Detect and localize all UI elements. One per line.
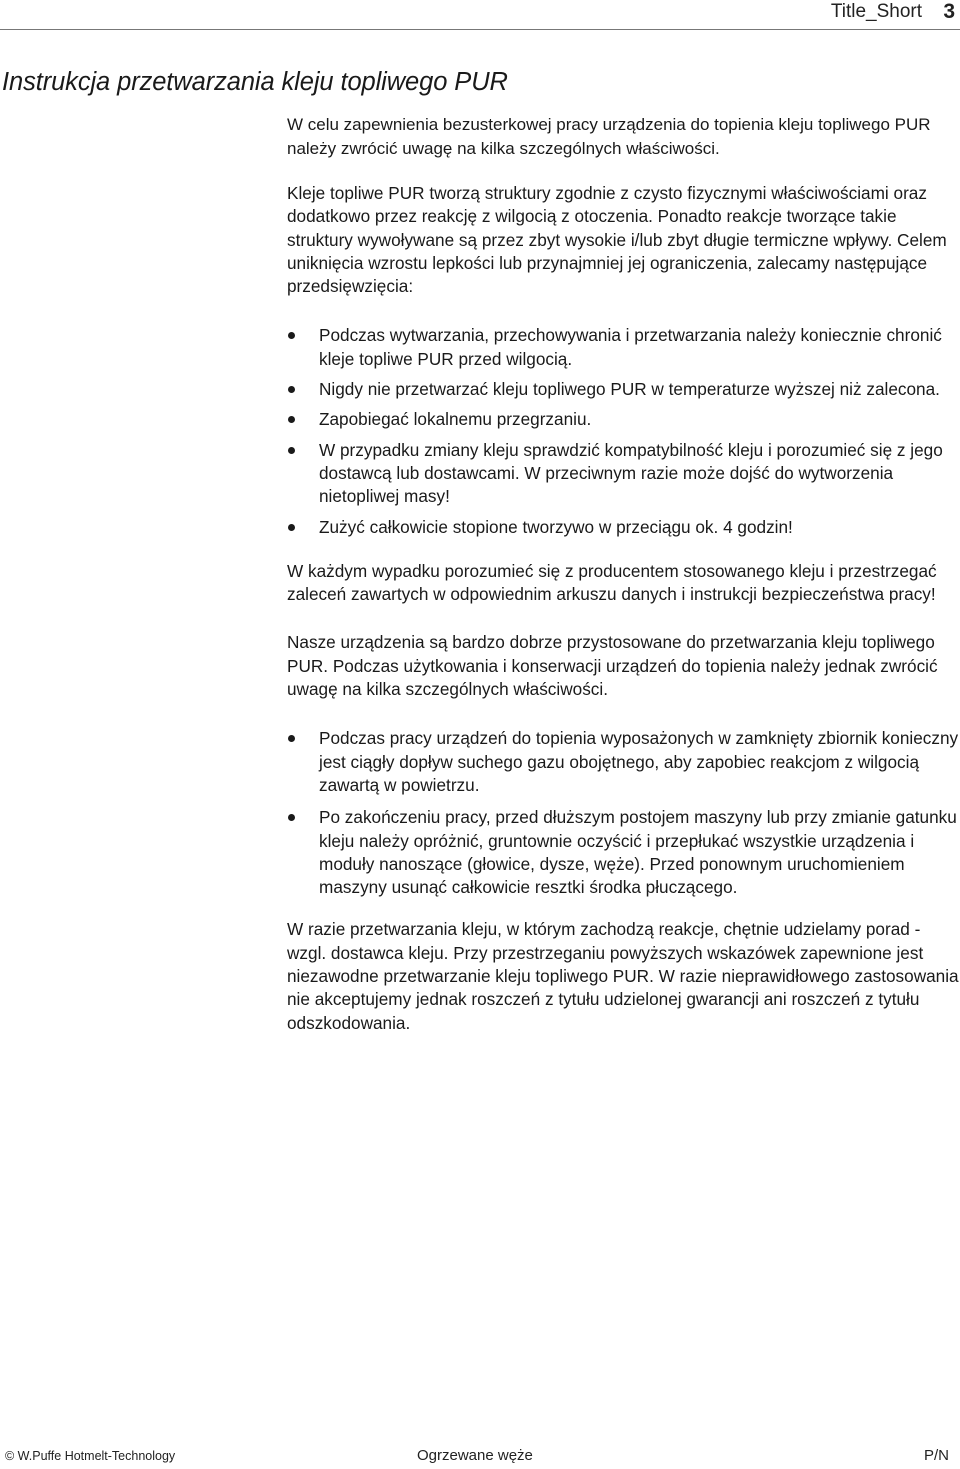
list-item bbox=[287, 324, 959, 371]
bullet-icon bbox=[288, 814, 295, 821]
bullet-icon bbox=[288, 524, 295, 531]
paragraph-pur-structures: Kleje topliwe PUR tworzą struktury zgodnie z czysto fizycznymi właściwościami oraz dodatkowo przez reakcję z wilgocią z otoczenia. Ponadto reakcje tworzące takie struktury wywoływane są przez zbyt wysokie i/lub zbyt długie termiczne wpływy. Celem uniknięcia wzrostu lepkości lub przynajmniej jej ograniczenia, zalecamy następujące przedsięwzięcia: bbox=[287, 183, 947, 297]
header-divider bbox=[0, 29, 960, 30]
footer-section-title: Ogrzewane węże bbox=[417, 1447, 533, 1464]
list-item-text: Po zakończeniu pracy, przed dłuższym postojem maszyny lub przy zmianie gatunku kleju należy opróżnić, gruntownie oczyścić i przepłukać wszystkie urządzenia i moduły nanoszące (głowice, dysze, węże). Przed ponownym uruchomieniem maszyny usunąć całkowicie resztki środka płuczącego. bbox=[319, 807, 957, 898]
bullet-icon bbox=[288, 332, 295, 339]
list-item bbox=[287, 806, 959, 899]
bullet-icon bbox=[288, 416, 295, 423]
list-item bbox=[287, 727, 959, 797]
page-footer bbox=[0, 1440, 960, 1469]
list-item bbox=[287, 516, 959, 539]
header-title: Title_Short bbox=[830, 1, 922, 22]
equipment-list bbox=[287, 727, 959, 899]
document-title: Instrukcja przetwarzania kleju topliwego PUR bbox=[2, 68, 508, 96]
list-item-text: Nigdy nie przetwarzać kleju topliwego PUR w temperaturze wyższej niż zalecona. bbox=[319, 379, 940, 400]
precautions-list bbox=[287, 324, 959, 538]
list-item bbox=[287, 439, 959, 509]
list-item bbox=[287, 408, 959, 431]
paragraph-manufacturer-advice: W każdym wypadku porozumieć się z producentem stosowanego kleju i przestrzegać zaleceń zawartych w odpowiednim arkuszu danych i instrukcji bezpieczeństwa pracy! bbox=[287, 560, 937, 605]
page-number: 3 bbox=[943, 0, 955, 23]
page-header bbox=[0, 0, 960, 30]
paragraph-warranty: W razie przetwarzania kleju, w którym zachodzą reakcje, chętnie udzielamy porad - wzgl. dostawca kleju. Przy przestrzeganiu powyższych wskazówek zapewnione jest niezawodne przetwarzanie kleju topliwego PUR. W razie nieprawidłowego zastosowania nie akceptujemy jednak roszczeń z tytułu udzielonej gwarancji ani roszczeń z tytułu odszkodowania. bbox=[287, 919, 959, 1033]
bullet-icon bbox=[288, 735, 295, 742]
document-body bbox=[287, 113, 959, 1035]
list-item-text: Podczas wytwarzania, przechowywania i przetwarzania należy koniecznie chronić kleje topliwe PUR przed wilgocią. bbox=[319, 325, 942, 369]
list-item-text: W przypadku zmiany kleju sprawdzić kompatybilność kleju i porozumieć się z jego dostawcą lub dostawcami. W przeciwnym razie może dojść do wytworzenia nietopliwej masy! bbox=[319, 439, 943, 507]
bullet-icon bbox=[288, 386, 295, 393]
list-item-text: Zapobiegać lokalnemu przegrzaniu. bbox=[319, 409, 592, 430]
footer-part-number: P/N bbox=[923, 1447, 949, 1464]
paragraph-equipment: Nasze urządzenia są bardzo dobrze przystosowane do przetwarzania kleju topliwego PUR. Podczas użytkowania i konserwacji urządzeń do topienia należy jednak zwrócić uwagę na kilka szczególnych właściwości. bbox=[287, 632, 938, 700]
list-item-text: Zużyć całkowicie stopione tworzywo w przeciągu ok. 4 godzin! bbox=[319, 516, 793, 537]
intro-paragraph: W celu zapewnienia bezusterkowej pracy urządzenia do topienia kleju topliwego PUR należy zwrócić uwagę na kilka szczególnych właściwości. bbox=[287, 115, 931, 158]
list-item bbox=[287, 378, 959, 401]
list-item-text: Podczas pracy urządzeń do topienia wyposażonych w zamknięty zbiornik konieczny jest ciągły dopływ suchego gazu obojętnego, aby zapobiec reakcjom z wilgocią zawartą w powietrzu. bbox=[319, 728, 959, 795]
bullet-icon bbox=[288, 447, 295, 454]
footer-copyright: © W.Puffe Hotmelt-Technology bbox=[5, 1449, 176, 1463]
